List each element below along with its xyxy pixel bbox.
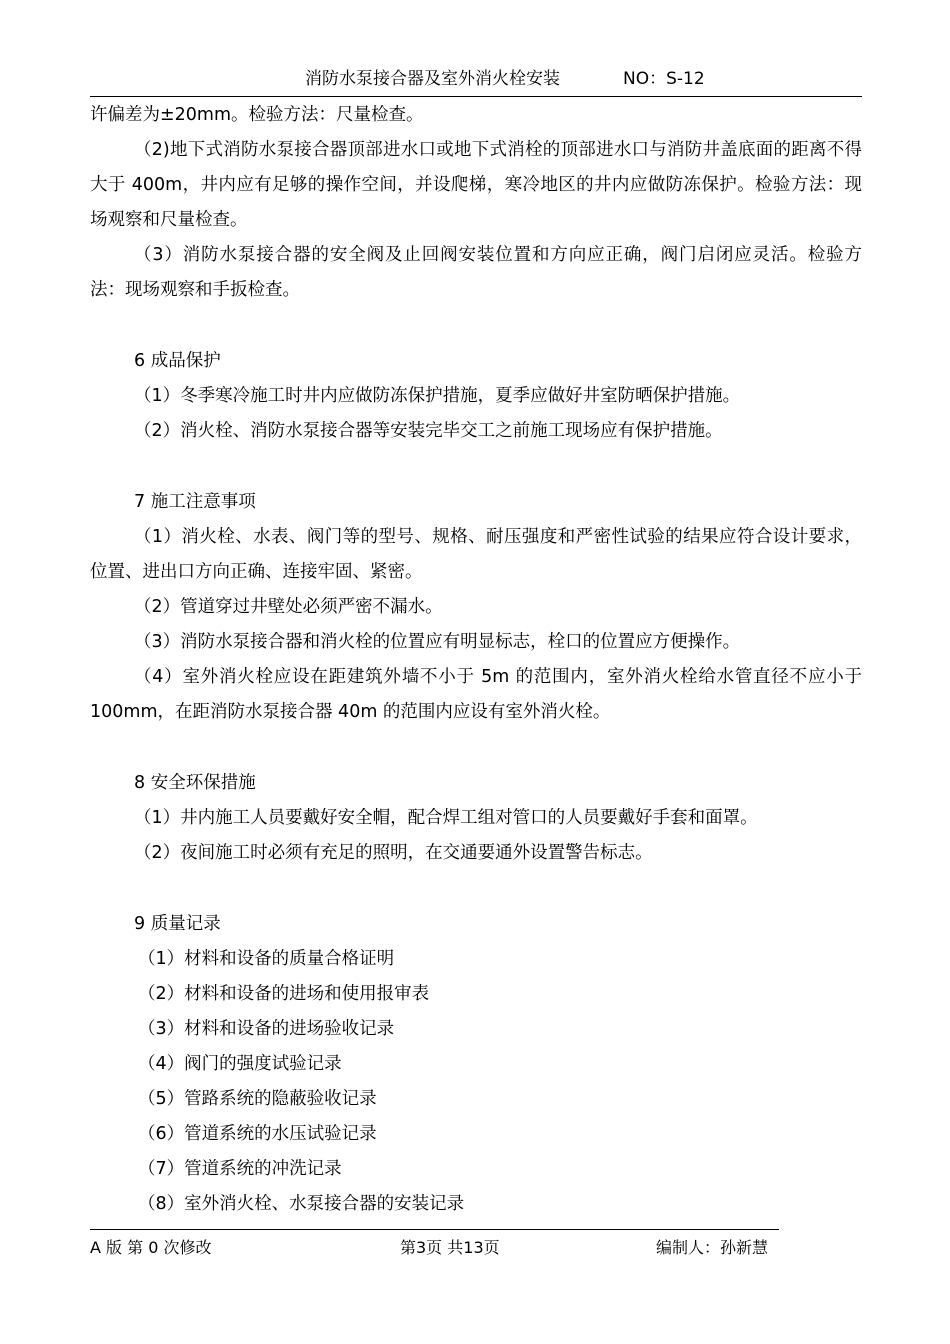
quality-record-item: （1）材料和设备的质量合格证明 (138, 949, 395, 969)
quality-record-item: （8）室外消火栓、水泵接合器的安装记录 (138, 1194, 465, 1214)
quality-record-item: （2）材料和设备的进场和使用报审表 (138, 984, 430, 1004)
section-6-item: （1）冬季寒冷施工时井内应做防冻保护措施，夏季应做好井室防晒保护措施。 (134, 386, 741, 406)
section-6-item: （2）消火栓、消防水泵接合器等安装完毕交工之前施工现场应有保护措施。 (134, 421, 723, 441)
header-title: 消防水泵接合器及室外消火栓安装 (305, 69, 560, 89)
document-number: NO：S-12 (623, 69, 705, 89)
section-9-heading: 9 质量记录 (134, 914, 221, 934)
quality-record-item: （7）管道系统的冲洗记录 (138, 1159, 342, 1179)
continuation-paragraph: 许偏差为±20mm。检验方法：尺量检查。 (90, 105, 424, 125)
footer-page-number: 第3页 共13页 (400, 1238, 500, 1257)
footer-editor: 编制人：孙新慧 (656, 1238, 769, 1257)
quality-record-item: （4）阀门的强度试验记录 (138, 1054, 342, 1074)
footer-version: A 版 第 0 次修改 (90, 1238, 212, 1257)
section-8-item: （1）井内施工人员要戴好安全帽，配合焊工组对管口的人员要戴好手套和面罩。 (134, 808, 758, 828)
header-divider (90, 96, 862, 97)
document-body (90, 98, 862, 1222)
quality-record-item: （6）管道系统的水压试验记录 (138, 1124, 377, 1144)
section-7-heading: 7 施工注意事项 (134, 492, 256, 512)
section-7-item-2: （2）管道穿过井壁处必须严密不漏水。 (134, 597, 443, 617)
section-7-item-4: （4）室外消火栓应设在距建筑外墙不小于 5m 的范围内，室外消火栓给水管直径不应小于 100mm，在距消防水泵接合器 40m 的范围内应设有室外消火栓。 (90, 667, 862, 722)
section-7-item-1: （1）消火栓、水表、阀门等的型号、规格、耐压强度和严密性试验的结果应符合设计要求，位置、进出口方向正确、连接牢固、紧密。 (90, 527, 862, 582)
paragraph-item-3: （3）消防水泵接合器的安全阀及止回阀安装位置和方向应正确，阀门启闭应灵活。检验方法：现场观察和手扳检查。 (90, 245, 862, 300)
section-6-heading: 6 成品保护 (134, 351, 221, 371)
paragraph-item-2: （2)地下式消防水泵接合器顶部进水口或地下式消栓的顶部进水口与消防井盖底面的距离不得大于 400m，井内应有足够的操作空间，并设爬梯，寒冷地区的井内应做防冻保护。检验方法：现场观察和尺量检查。 (90, 140, 862, 230)
quality-record-item: （5）管路系统的隐蔽验收记录 (138, 1089, 377, 1109)
section-8-heading: 8 安全环保措施 (134, 773, 256, 793)
section-8-item: （2）夜间施工时必须有充足的照明，在交通要通外设置警告标志。 (134, 843, 653, 863)
section-7-item-3: （3）消防水泵接合器和消火栓的位置应有明显标志，栓口的位置应方便操作。 (134, 632, 741, 652)
footer-divider (90, 1229, 779, 1230)
quality-record-item: （3）材料和设备的进场验收记录 (138, 1019, 395, 1039)
